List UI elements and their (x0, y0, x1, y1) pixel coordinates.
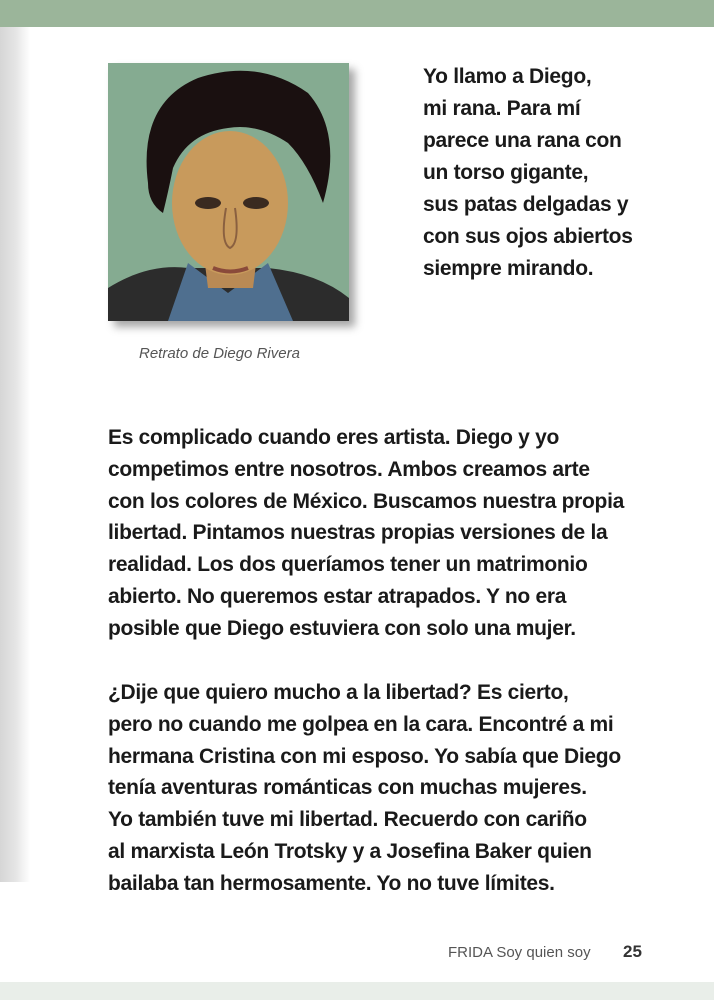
footer-book-title: FRIDA Soy quien soy (448, 944, 591, 961)
text-line: realidad. Los dos queríamos tener un matrimonio (108, 553, 588, 577)
poem-line: Yo llamo a Diego, (423, 65, 592, 88)
text-line: posible que Diego estuviera con solo una mujer. (108, 616, 576, 640)
text-line: Es complicado cuando eres artista. Diego y yo (108, 426, 559, 449)
text-line: tenía aventuras románticas con muchas mujeres. (108, 776, 587, 800)
page-number: 25 (623, 942, 642, 961)
paragraph-2 (108, 677, 621, 900)
poem-line: siempre mirando. (423, 257, 594, 280)
text-line: ¿Dije que quiero mucho a la libertad? Es cierto, (108, 681, 569, 704)
poem-line: mi rana. Para mí (423, 97, 581, 120)
paragraph-1 (108, 422, 624, 645)
portrait-caption: Retrato de Diego Rivera (139, 345, 300, 362)
text-line: competimos entre nosotros. Ambos creamos arte (108, 457, 590, 481)
text-line: libertad. Pintamos nuestras propias versiones de la (108, 521, 608, 545)
poem-text (423, 61, 633, 285)
bottom-color-band (0, 982, 714, 1000)
text-line: pero no cuando me golpea en la cara. Encontré a mi (108, 712, 614, 736)
page-gutter-shadow (0, 27, 30, 882)
text-line: bailaba tan hermosamente. Yo no tuve límites. (108, 871, 555, 895)
poem-line: un torso gigante, (423, 161, 589, 184)
poem-line: con sus ojos abiertos (423, 225, 633, 248)
poem-line: sus patas delgadas y (423, 193, 629, 216)
text-line: al marxista León Trotsky y a Josefina Baker quien (108, 839, 592, 863)
text-line: con los colores de México. Buscamos nuestra propia (108, 489, 624, 513)
portrait-image (108, 63, 349, 321)
text-line: abierto. No queremos estar atrapados. Y no era (108, 584, 567, 608)
text-line: hermana Cristina con mi esposo. Yo sabía que Diego (108, 744, 621, 768)
poem-line: parece una rana con (423, 129, 622, 152)
top-color-band (0, 0, 714, 27)
text-line: Yo también tuve mi libertad. Recuerdo con cariño (108, 808, 587, 832)
